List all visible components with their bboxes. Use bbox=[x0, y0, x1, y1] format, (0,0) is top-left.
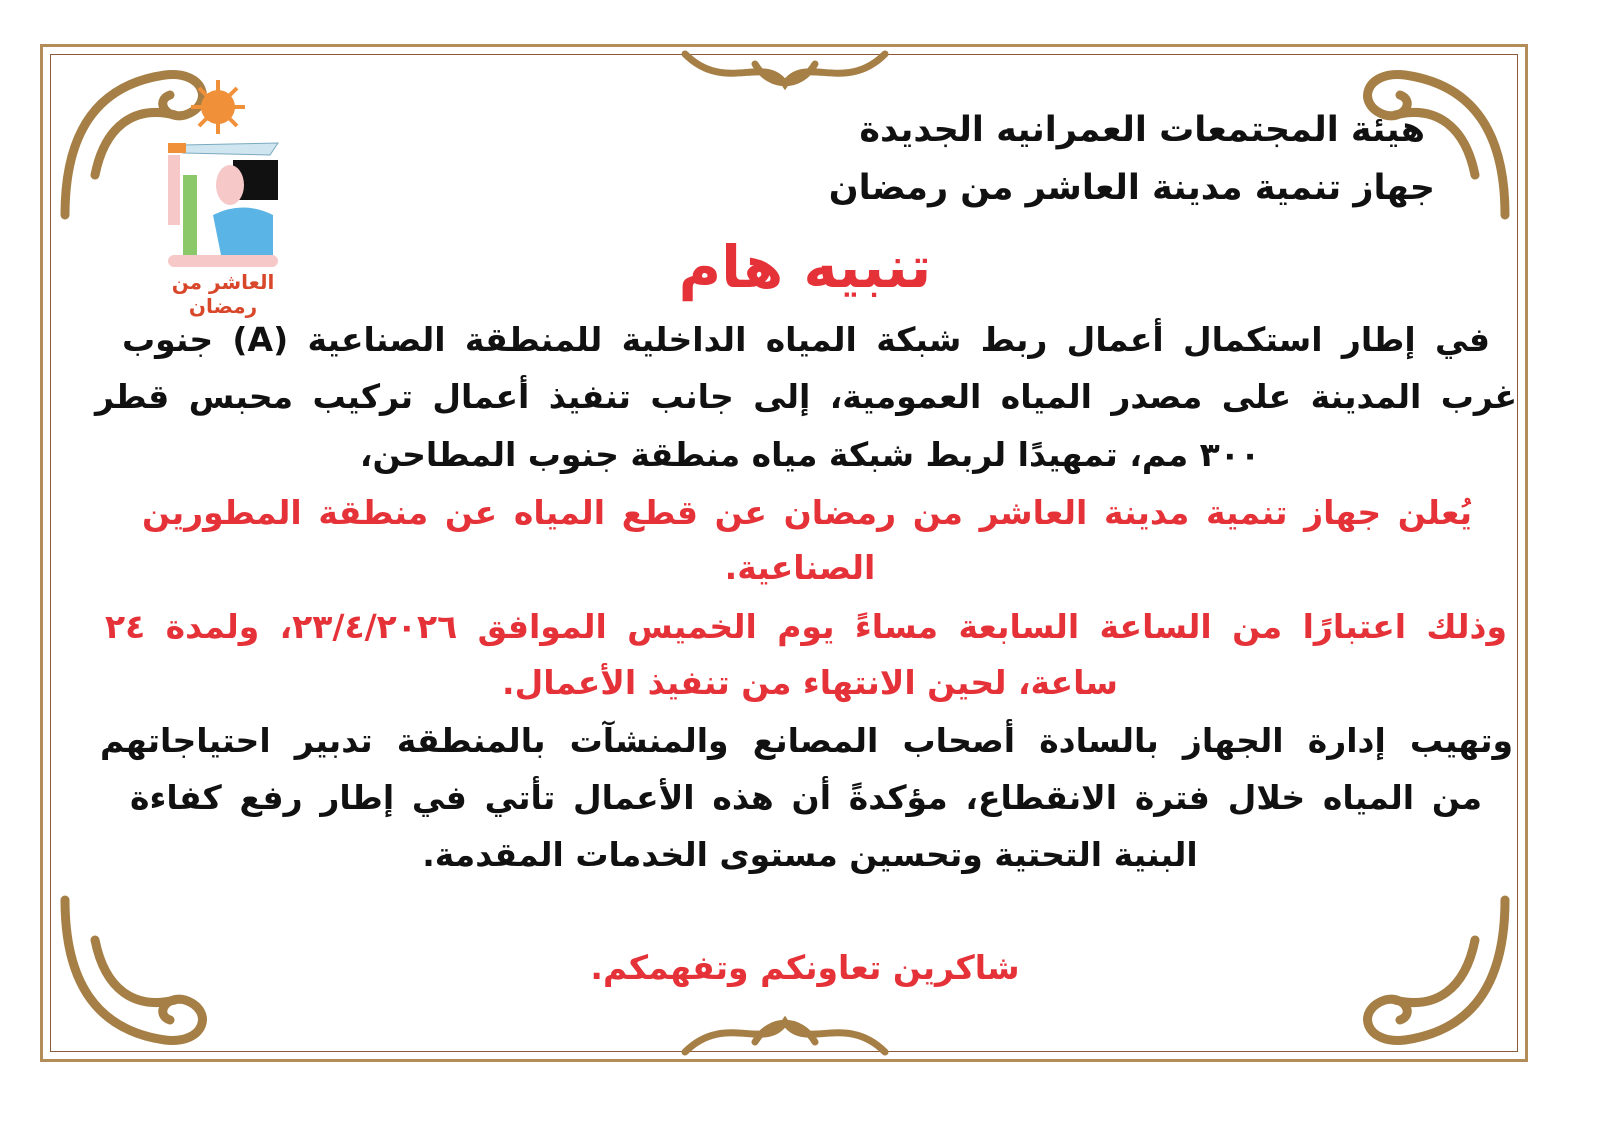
body-p1-line3: ٣٠٠ مم، تمهيدًا لربط شبكة مياه منطقة جنوب المطاحن، bbox=[359, 435, 1261, 474]
body-p4-line2: من المياه خلال فترة الانقطاع، مؤكدةً أن هذه الأعمال تأتي في إطار رفع كفاءة bbox=[130, 778, 1482, 817]
corner-ornament-bottom-right bbox=[1345, 890, 1515, 1060]
body-p1-line1: في إطار استكمال أعمال ربط شبكة المياه الداخلية للمنطقة الصناعية (A) جنوب bbox=[122, 320, 1490, 359]
city-logo bbox=[158, 75, 288, 318]
body-p1-line2: غرب المدينة على مصدر المياه العمومية، إلى جانب تنفيذ أعمال تركيب محبس قطر bbox=[95, 377, 1517, 416]
body-p2-line2: الصناعية. bbox=[724, 548, 876, 587]
bottom-center-ornament bbox=[675, 1002, 895, 1062]
body-p3-line1: وذلك اعتبارًا من الساعة السابعة مساءً يوم الخميس الموافق ٢٣/٤/٢٠٢٦، ولمدة ٢٤ bbox=[105, 607, 1507, 646]
header-authority: هيئة المجتمعات العمرانيه الجديدة bbox=[859, 110, 1425, 150]
closing-thanks: شاكرين تعاونكم وتفهمكم. bbox=[590, 948, 1020, 987]
corner-ornament-bottom-left bbox=[55, 890, 225, 1060]
body-p2-line1: يُعلن جهاز تنمية مدينة العاشر من رمضان عن قطع المياه عن منطقة المطورين bbox=[142, 493, 1472, 532]
body-p4-line3: البنية التحتية وتحسين مستوى الخدمات المقدمة. bbox=[422, 835, 1198, 874]
body-p4-line1: وتهيب إدارة الجهاز بالسادة أصحاب المصانع والمنشآت بالمنطقة تدبير احتياجاتهم bbox=[100, 721, 1513, 760]
top-center-ornament bbox=[675, 44, 895, 104]
notice-title: تنبيه هام bbox=[678, 233, 932, 301]
logo-text: العاشر من رمضان bbox=[171, 270, 275, 318]
body-p3-line2: ساعة، لحين الانتهاء من تنفيذ الأعمال. bbox=[502, 663, 1118, 702]
header-city-agency: جهاز تنمية مدينة العاشر من رمضان bbox=[828, 168, 1435, 208]
